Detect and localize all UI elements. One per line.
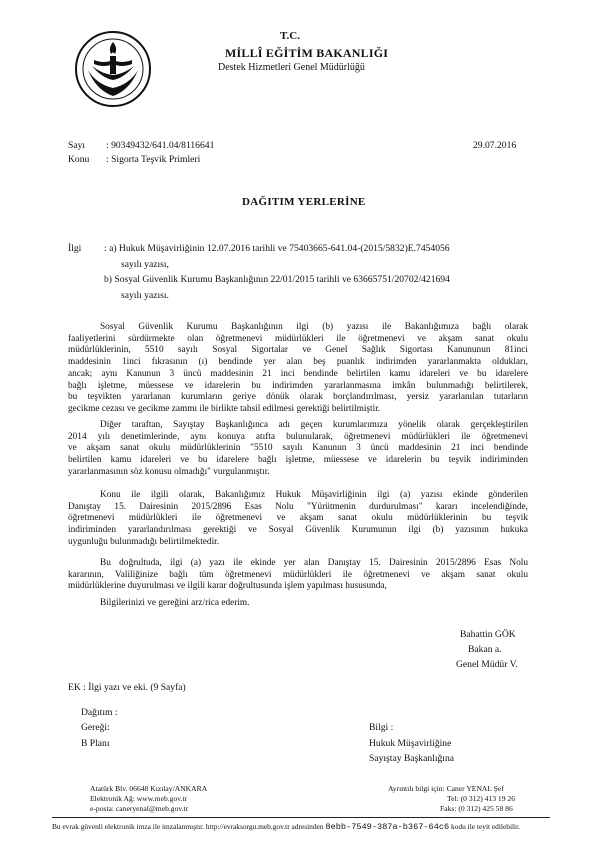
distribution-geregi: Gereği: bbox=[81, 722, 110, 733]
ilgi-a-line1: : a) Hukuk Müşavirliğinin 12.07.2016 tarihli ve 75403665-641.04-(2015/5832)E.7454056 bbox=[104, 243, 450, 254]
p3-line: indiriminden yararlandırılması gerektiği ve Sosyal Güvenlik Kurumunun ilgi (b) yazısının hukuka bbox=[68, 525, 528, 536]
contact-address: Atatürk Blv. 06648 Kızılay/ANKARA bbox=[90, 784, 208, 793]
header-tc: T.C. bbox=[280, 30, 300, 42]
footer-prefix: Bu evrak güvenli elektronik imza ile imzalanmıştır. http://evraksorgu.meb.gov.tr adresinden bbox=[52, 822, 324, 831]
paragraph-3 bbox=[68, 490, 528, 549]
p2-line: 2014 yılı denetimlerinde, aynı konuya atıfta bulunularak, öğretmenevi müdürlükleri ile öğretmenevi bbox=[68, 431, 528, 442]
p4-line: Bu doğrultuda, ilgi (a) yazı ile ekinde yer alan Danıştay 15. Dairesinin 2015/2896 Esas Nolu bbox=[100, 558, 528, 568]
contact-email: e-posta: caneryenal@meb.gov.tr bbox=[90, 804, 189, 813]
p2-line: ve akşam sanat okulu müdürlüklerinin "5510 sayılı Kanunun 3 üncü maddesinin 21 inci bendinde bbox=[68, 443, 528, 454]
p4-line: kararının, Valiliğinize bağlı tüm öğretmenevi müdürlükleri ile öğretmenevi ve akşam sanat okulu bbox=[68, 569, 528, 580]
verification-code: 8ebb-7549-387a-b367-64c6 bbox=[325, 822, 450, 832]
p2-line: belirtilen kamu idareleri ve bu idarelere bağlı işletme, müessese ve idarelerin bu teşvik indiriminden bbox=[68, 455, 528, 466]
sayi-value: : 90349432/641.04/8116641 bbox=[106, 140, 215, 151]
signatory-title: Genel Müdür V. bbox=[456, 659, 518, 670]
closing-line: Bilgilerinizi ve gereğini arz/rica ederim. bbox=[100, 598, 250, 608]
paragraph-1 bbox=[68, 322, 528, 416]
signatory-role: Bakan a. bbox=[468, 644, 502, 655]
ilgi-b-line1: b) Sosyal Güvenlik Kurumu Başkanlığının 22/01/2015 tarihli ve 63665751/20702/421694 bbox=[104, 274, 450, 285]
distribution-bilgi: Bilgi : bbox=[369, 722, 394, 733]
header-department: Destek Hizmetleri Genel Müdürlüğü bbox=[218, 62, 365, 73]
footer-divider bbox=[52, 817, 550, 818]
contact-tel: Tel: (0 312) 413 19 26 bbox=[447, 794, 516, 803]
attachment-note: EK : İlgi yazı ve eki. (9 Sayfa) bbox=[68, 682, 186, 693]
footer-suffix: kodu ile teyit edilebilir. bbox=[451, 822, 521, 831]
p1-line: faaliyetlerini sürdürmekte olan öğretmenevi müdürlükleri ile öğretmenevi ve akşam sanat okulu bbox=[68, 333, 528, 344]
distribution-heading: Dağıtım : bbox=[81, 707, 118, 718]
document-date: 29.07.2016 bbox=[473, 140, 517, 151]
p1-line: ancak; aynı Kanunun 3 üncü maddesinin 21 inci bendinde belirtilen kamu idareleri ve bu idarelere bbox=[68, 368, 528, 379]
p2-line: Diğer taraftan, Sayıştay Başkanlığınca adı geçen kurumlarımıza yönelik olarak gerçekleştirilen bbox=[100, 420, 528, 430]
p1-line: müdürlüklerinin, 5510 sayılı Sosyal Sigortalar ve Genel Sağlık Sigortası Kanununun 81inci bbox=[68, 345, 528, 356]
ministry-logo bbox=[74, 30, 152, 108]
p1-line: gecikme cezası ve gecikme zammı ile birlikte tahsil edilmesi gerektiği belirtilmiştir. bbox=[68, 403, 381, 414]
p2-line: yararlanmasının söz konusu olmadığı" vurgulanmıştır. bbox=[68, 466, 270, 477]
document-title: DAĞITIM YERLERİNE bbox=[242, 196, 366, 208]
p1-line: bu teşvikten yararlanan kurumların geriye dönük olarak borçlandırılması, yersiz yararlanılan tutarların bbox=[68, 392, 528, 403]
header-ministry: MİLLÎ EĞİTİM BAKANLIĞI bbox=[225, 46, 389, 60]
konu-value: : Sigorta Teşvik Primleri bbox=[106, 154, 201, 165]
contact-web: Elektronik Ağ: www.meb.gov.tr bbox=[90, 794, 188, 803]
ilgi-label: İlgi bbox=[68, 243, 82, 254]
ilgi-b-line2: sayılı yazısı. bbox=[121, 290, 169, 301]
p4-line: müdürlüklerine duyurulması ve ilgili karar doğrultusunda işlem yapılması hususunda, bbox=[68, 581, 387, 592]
distribution-bilgi-1: Hukuk Müşavirliğine bbox=[369, 738, 452, 749]
signatory-name: Bahattin GÖK bbox=[460, 629, 516, 640]
paragraph-5 bbox=[100, 598, 249, 610]
paragraph-4 bbox=[68, 558, 528, 593]
sayi-label: Sayı bbox=[68, 140, 86, 151]
distribution-b-plani: B Planı bbox=[81, 738, 110, 749]
paragraph-2 bbox=[68, 420, 528, 479]
p1-line: bağlı işletme, müessese ve idarelerin bu indirimden yararlanmasına imkân bulunmadığı belirtilerek, bbox=[68, 380, 528, 391]
p3-line: Danıştay 15. Dairesinin 2015/2896 Esas Nolu "Yürütmenin durdurulması" kararı incelendiğinde, bbox=[68, 501, 528, 512]
distribution-bilgi-2: Sayıştay Başkanlığına bbox=[369, 753, 454, 764]
p3-line: Konu ile ilgili olarak, Bakanlığımız Hukuk Müşavirliğinin ilgi (a) yazısı ekinde gönderilen bbox=[100, 490, 528, 500]
contact-info: Ayrıntılı bilgi için: Caner YENAL Şef bbox=[388, 784, 504, 793]
p1-line: Sosyal Güvenlik Kurumu Başkanlığının ilgi (b) yazısı ile Bakanlığımıza bağlı olarak bbox=[100, 322, 528, 332]
p3-line: öğretmenevi müdürlükleri ile öğretmenevi ve akşam sanat okulu müdürlüklerinin bu teşvik bbox=[68, 513, 528, 524]
contact-fax: Faks: (0 312) 425 58 86 bbox=[440, 804, 513, 813]
konu-label: Konu bbox=[68, 154, 90, 165]
ilgi-a-line2: sayılı yazısı, bbox=[121, 259, 169, 270]
footer-verification bbox=[52, 822, 520, 832]
p3-line: uygunluğu bulunmadığı belirtilmektedir. bbox=[68, 536, 220, 547]
p1-line: maddesinin 1inci fıkrasının (ı) bendinde yer alan beş puanlık indirimden yararlanmakta oldukları, bbox=[68, 357, 528, 368]
